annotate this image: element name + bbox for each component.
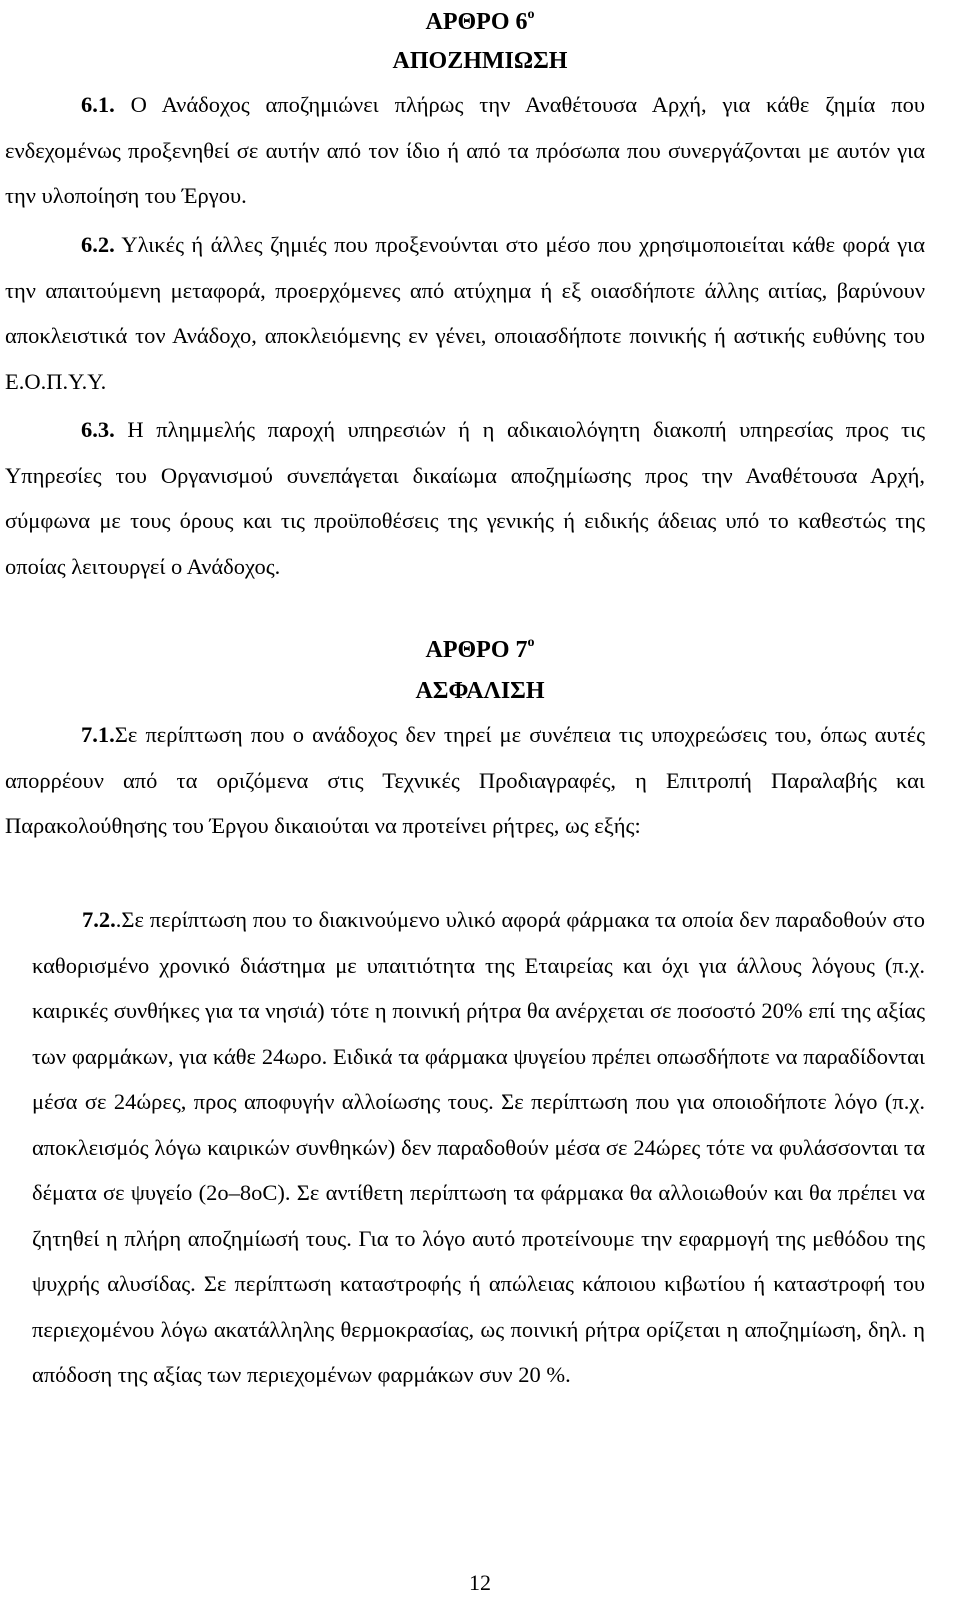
paragraph-7-2-number: 7.2.	[82, 907, 116, 932]
paragraph-6-3-number: 6.3.	[81, 417, 115, 442]
paragraph-7-1	[5, 712, 925, 849]
paragraph-7-2-text: .Σε περίπτωση που το διακινούμενο υλικό αφορά φάρμακα τα οποία δεν παραδοθούν στο καθορισμένο χρονικό διάστημα με υπαιτιότητα της Εταιρείας και όχι για άλλους λόγους (π.χ. καιρικές συνθήκες για τα νησιά) τότε η ποινική ρήτρα θα ανέρχεται σε ποσοστό 20% επί της αξίας των φαρμάκων, για κάθε 24ωρο. Ειδικά τα φάρμακα ψυγείου πρέπει οπωσδήποτε να παραδίδονται μέσα σε 24ώρες, προς αποφυγήν αλλοίωσης τους. Σε περίπτωση που για οποιοδήποτε λόγο (π.χ. αποκλεισμός λόγω καιρικών συνθηκών) δεν παραδοθούν μέσα σε 24ώρες τότε να φυλάσσονται τα δέματα σε ψυγείο (2ο–8οC). Σε αντίθετη περίπτωση τα φάρμακα θα αλλοιωθούν και θα πρέπει να ζητηθεί η πλήρη αποζημίωσή τους. Για το λόγο αυτό προτείνουμε την εφαρμογή της μεθόδου της ψυχρής αλυσίδας. Σε περίπτωση καταστροφής ή απώλειας κάποιου κιβωτίου ή καταστροφή του περιεχομένου λόγω ακατάλληλης θερμοκρασίας, ως ποινική ρήτρα ορίζεται η αποζημίωση, δηλ. η απόδοση της αξίας των περιεχομένων φαρμάκων συν 20 %.	[32, 907, 925, 1387]
paragraph-6-2-text: Υλικές ή άλλες ζημιές που προξενούνται στο μέσο που χρησιμοποιείται κάθε φορά για την απαιτούμενη μεταφορά, προερχόμενες από ατύχημα ή εξ οιασδήποτε άλλης αιτίας, βαρύνουν αποκλειστικά τον Ανάδοχο, αποκλειόμενης εν γένει, οποιασδήποτε ποινικής ή αστικής ευθύνης του Ε.Ο.Π.Υ.Υ.	[5, 232, 925, 394]
article-7-heading-sup: ο	[527, 635, 535, 650]
page-number: 12	[469, 1570, 491, 1595]
article-6-heading-sup: ο	[527, 7, 535, 22]
paragraph-7-1-number: 7.1.	[81, 722, 115, 747]
article-6-heading-text: ΑΡΘΡΟ 6	[425, 9, 528, 35]
paragraph-6-2	[5, 222, 925, 404]
article-7-heading-text: ΑΡΘΡΟ 7	[425, 637, 528, 663]
article-7-heading	[0, 630, 960, 665]
paragraph-6-1-text: Ο Ανάδοχος αποζημιώνει πλήρως την Αναθέτουσα Αρχή, για κάθε ζημία που ενδεχομένως προξενηθεί σε αυτήν από τον ίδιο ή από τα πρόσωπα που συνεργάζονται με αυτόν για την υλοποίηση του Έργου.	[5, 92, 925, 208]
paragraph-6-2-number: 6.2.	[81, 232, 115, 257]
paragraph-7-1-text: Σε περίπτωση που ο ανάδοχος δεν τηρεί με συνέπεια τις υποχρεώσεις του, όπως αυτές απορρέουν από τα οριζόμενα στις Τεχνικές Προδιαγραφές, η Επιτροπή Παραλαβής και Παρακολούθησης του Έργου δικαιούται να προτείνει ρήτρες, ως εξής:	[5, 722, 925, 838]
article-6-heading	[0, 2, 960, 37]
article-7-title: ΑΣΦΑΛΙΣΗ	[415, 678, 545, 704]
article-6-title: ΑΠΟΖΗΜΙΩΣΗ	[392, 48, 568, 74]
paragraph-6-1-number: 6.1.	[81, 92, 115, 117]
paragraph-7-2	[32, 897, 925, 1398]
paragraph-6-1	[5, 82, 925, 219]
paragraph-6-3-text: Η πλημμελής παροχή υπηρεσιών ή η αδικαιολόγητη διακοπή υπηρεσίας προς τις Υπηρεσίες του Οργανισμού συνεπάγεται δικαίωμα αποζημίωσης προς την Αναθέτουσα Αρχή, σύμφωνα με τους όρους και τις προϋποθέσεις της γενικής ή ειδικής άδειας υπό το καθεστώς της οποίας λειτουργεί ο Ανάδοχος.	[5, 417, 925, 579]
paragraph-6-3	[5, 407, 925, 589]
